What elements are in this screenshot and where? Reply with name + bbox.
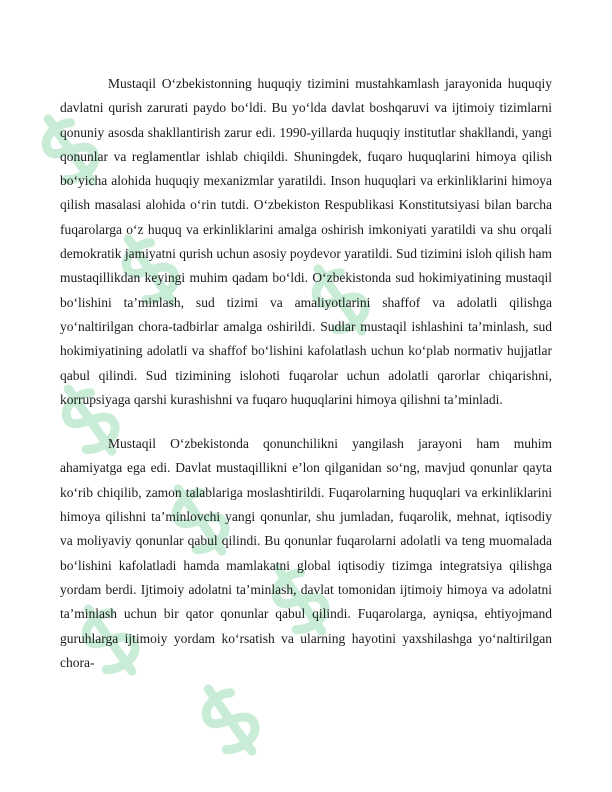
document-body <box>60 72 552 675</box>
paragraph: Mustaqil O‘zbekistonning huquqiy tizimini mustahkamlash jarayonida huquqiy davlatni qurish zarurati paydo bo‘ldi. Bu yo‘lda davlat boshqaruvi va ijtimoiy tizimlarni qonuniy asosda shakllantirish zarur edi. 1990-yillarda huquqiy institutlar shakllandi, yangi qonunlar va reglamentlar ishlab chiqildi. Shuningdek, fuqaro huquqlarini himoya qilish bo‘yicha alohida huquqiy mexanizmlar yaratildi. Inson huquqlari va erkinliklarini himoya qilish masalasi alohida o‘rin tutdi. O‘zbekiston Respublikasi Konstitutsiyasi bilan barcha fuqarolarga o‘z huquq va erkinliklarini amalga oshirish imkoniyati yaratildi va shu orqali demokratik jamiyatni qurish uchun asosiy poydevor yaratildi. Sud tizimini isloh qilish ham mustaqillikdan keyingi muhim qadam bo‘ldi. O‘zbekistonda sud hokimiyatining mustaqil bo‘lishini ta’minlash, sud tizimi va amaliyotlarini shaffof va adolatli qilishga yo‘naltirilgan chora-tadbirlar amalga oshirildi. Sudlar mustaqil ishlashini ta’minlash, sud hokimiyatining adolatli va shaffof bo‘lishini kafolatlash uchun ko‘plab normativ hujjatlar qabul qilindi. Sud tizimining islohoti fuqarolar uchun adolatli qarorlar chiqarishni, korrupsiyaga qarshi kurashishni va fuqaro huquqlarini himoya qilishni ta’minladi. <box>60 76 552 407</box>
paragraph: Mustaqil O‘zbekistonda qonunchilikni yangilash jarayoni ham muhim ahamiyatga ega edi. Davlat mustaqillikni e’lon qilganidan so‘ng, mavjud qonunlar qayta ko‘rib chiqilib, zamon talablariga moslashtirildi. Fuqarolarning huquqlari va erkinliklarini himoya qilishni ta’minlovchi yangi qonunlar, shu jumladan, fuqarolik, mehnat, iqtisodiy va moliyaviy qonunlar qabul qilindi. Bu qonunlar fuqarolarni adolatli va teng muomalada bo‘lishini kafolatladi hamda mamlakatni global iqtisodiy tizimga integratsiya qilishga yordam berdi. Ijtimoiy adolatni ta’minlash, davlat tomonidan ijtimoiy himoya va adolatni ta’minlash uchun bir qator qonunlar qabul qilindi. Fuqarolarga, ayniqsa, ehtiyojmand guruhlarga ijtimoiy yordam ko‘rsatish va ularning hayotini yaxshilashga yo‘naltirilgan chora- <box>60 436 552 670</box>
